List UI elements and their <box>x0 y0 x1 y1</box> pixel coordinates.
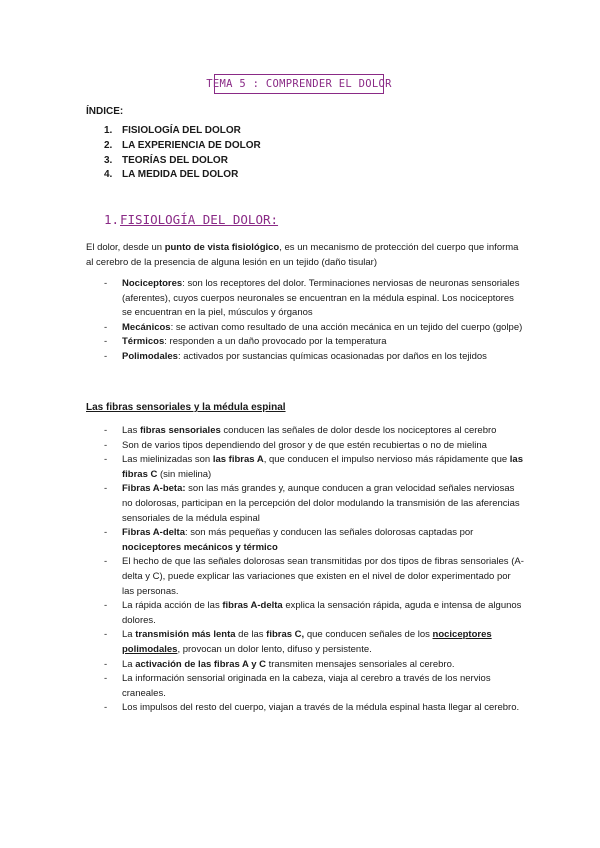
list-item: - La transmisión más lenta de las fibras C, que conducen señales de los nociceptores polimodales, provocan un dolor lento, difuso y persistente. <box>104 629 492 655</box>
list-item: - Son de varios tipos dependiendo del grosor y de que estén recubiertas o no de mielina <box>104 439 487 451</box>
list-item: - Nociceptores: son los receptores del dolor. Terminaciones nerviosas de neuronas sensoriales (aferentes), cuyos cuerpos neuronales se encuentran en la médula espinal. Los nociceptores se encuentran en la piel, músculos y órganos <box>104 278 520 319</box>
list-item: - Polimodales: activados por sustancias químicas ocasionadas por daños en los tejidos <box>104 350 487 362</box>
page-title: TEMA 5 : COMPRENDER EL DOLOR <box>206 78 392 90</box>
list-item: - La activación de las fibras A y C transmiten mensajes sensoriales al cerebro. <box>104 658 455 670</box>
page-title-box <box>206 74 392 94</box>
fibers-list <box>104 424 524 716</box>
nociceptor-list <box>104 277 524 365</box>
list-item: - Mecánicos: se activan como resultado de una acción mecánica en un tejido del cuerpo (golpe) <box>104 321 523 333</box>
list-item: - Fibras A-beta: son las más grandes y, aunque conducen a gran velocidad señales nerviosas no dolorosas, participan en la percepción del dolor modulando la transmisión de las aferencias sensoriales de la médula espinal <box>104 483 520 524</box>
list-item: - Los impulsos del resto del cuerpo, viajan a través de la médula espinal hasta llegar al cerebro. <box>104 702 520 714</box>
toc-item: 2. LA EXPERIENCIA DE DOLOR <box>104 139 261 151</box>
list-item: - Las fibras sensoriales conducen las señales de dolor desde los nociceptores al cerebro <box>104 425 497 436</box>
list-item: - El hecho de que las señales dolorosas sean transmitidas por dos tipos de fibras sensoriales (A-delta y C), puede explicar las variaciones que existen en el nivel de dolor experimentado por las personas. <box>104 556 524 597</box>
section-heading: 1.FISIOLOGÍA DEL DOLOR: <box>104 212 279 227</box>
toc-item: 1. FISIOLOGÍA DEL DOLOR <box>104 125 241 136</box>
list-item: - Fibras A-delta: son más pequeñas y conducen las señales dolorosas captadas por nociceptores mecánicos y térmico <box>104 527 474 553</box>
list-item: - La rápida acción de las fibras A-delta explica la sensación rápida, aguda e intensa de algunos dolores. <box>104 600 522 626</box>
list-item: - La información sensorial originada en la cabeza, viaja al cerebro a través de los nervios craneales. <box>104 673 491 699</box>
toc-item: 4. LA MEDIDA DEL DOLOR <box>104 169 239 181</box>
table-of-contents <box>104 124 261 183</box>
list-item: - Las mielinizadas son las fibras A, que conducen el impulso nervioso más rápidamente que las fibras C (sin mielina) <box>104 454 524 480</box>
subsection-heading: Las fibras sensoriales y la médula espinal <box>86 402 286 413</box>
intro-paragraph: El dolor, desde un punto de vista fisiológico, es un mecanismo de protección del cuerpo que informa al cerebro de la presencia de alguna lesión en un tejido (daño tisular) <box>86 242 519 268</box>
toc-item: 3. TEORÍAS DEL DOLOR <box>104 154 228 166</box>
list-item: - Térmicos: responden a un daño provocado por la temperatura <box>104 336 387 348</box>
index-label: ÍNDICE: <box>86 106 124 117</box>
